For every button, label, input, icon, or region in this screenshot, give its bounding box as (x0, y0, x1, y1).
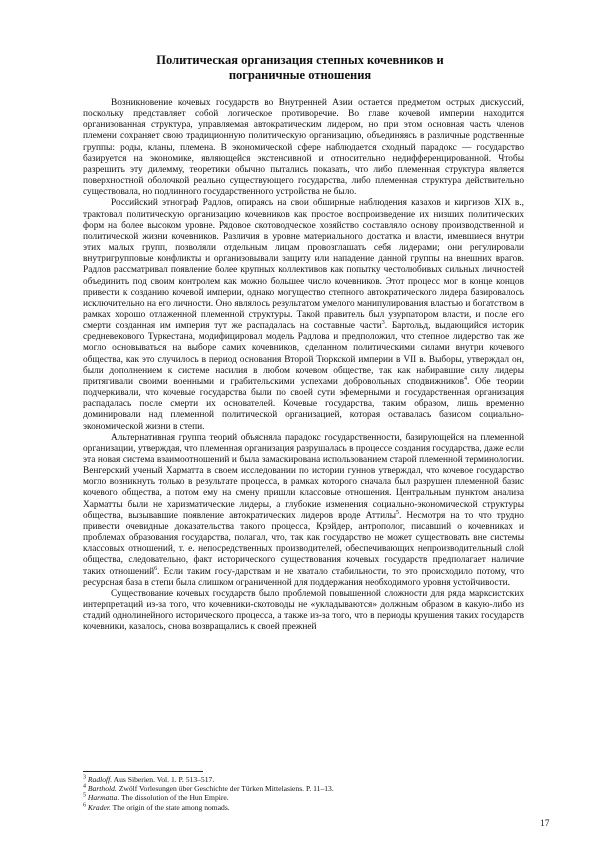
footnote-ref-4[interactable]: 4 (464, 375, 468, 382)
page-title (120, 53, 480, 83)
paragraph-2: Российский этнограф Радлов, опираясь на свои обширные наблюдения казахов и киргизов XIX в., трактовал политическую организацию кочевников как простое воспроизведение их низших политических форм на более высоком уровне. Рядовое скотоводческое хозяйство составляло основу производственной и политической жизни кочевников. Различия в уровне материального достатка и власти, имевшиеся внутри этих малых групп, позволяли отдельным лицам провозглашать себя лидерами; они регулировали внутригрупповые конфликты и организовывали защиту или нападение данной группы на внешних врагов. Радлов рассматривал появление более крупных коллективов как попытку честолюбивых сильных личностей объединить под своим контролем как можно большее число кочевников. Этот процесс мог в конце концов привести к созданию кочевой империи, однако могущество степного автократического лидера базировалось исключительно на его личности. Оно являлось результатом умелого манипулирования властью и богатством в рамках хорошо отлаженной племенной структуры. Такой правитель был узурпатором власти, и после его смерти созданная им империя тут же распадалась на составные части$^3$. Бартольд, выдающийся историк средневекового Туркестана, модифицировал модель Радлова и предположил, что степное лидерство так же могло основываться на выборе самих кочевников, сделанном политическими силами внутри кочевого общества, как это случилось в период основания Второй Тюркской империи в VII в. Выборы, утверждал он, были дополнением к системе насилия в любом кочевом обществе, так как набиравшие силу лидеры притягивали своими военными и грабительскими успехами добровольных сподвижников$^4$. Обе теории подчеркивали, что кочевые государства были по своей сути эфемерными и государственная организация распадалась после смерти их основателей. Кочевые государства, таким образом, лишь временно доминировали над племенной политической организацией, которая оставалась базисом социально-экономической жизни в степи. (83, 198, 524, 432)
title-line-2: пограничные отношения (228, 68, 372, 82)
footnote-6: $^6$ Krader. The origin of the state among nomads. (83, 802, 230, 812)
paragraph-1: Возникновение кочевых государств во Внутренней Азии остается предметом острых дискуссий, поскольку представляет собой логическое противоречие. Во главе кочевой империи находится организованная структура, управляемая автократическим лидером, но при этом основная часть членов племени сохраняет свою традиционную политическую организацию, объединяясь в различные родственные группы: роды, кланы, племена. В экономической сфере наблюдается сходный парадокс — государство базируется на экономике, являющейся экстенсивной и относительно недифференцированной. Чтобы разрешить эту дилемму, теоретики обычно пытались показать, что либо племенная структура является поверхностной оболочкой реально существующего государства, либо племенная структура действительно существовала, но подлинного государственного устройства не было. (83, 98, 524, 198)
footnote-ref-3[interactable]: 3 (381, 320, 385, 327)
footnotes (83, 775, 524, 812)
paragraph-3: Альтернативная группа теорий объясняла парадокс государственности, базирующейся на племенной организации, утверждая, что племенная организация разрушалась в процессе создания государства, даже если эта новая система взаимоотношений и была замаскирована использованием старой племенной терминологии. Венгерский ученый Харматта в своем исследовании по истории гуннов утверждал, что кочевое государство могло возникнуть только в результате процесса, в рамках которого сначала был разрушен племенной базис кочевого общества, а потом ему на смену пришли классовые отношения. Центральным пунктом анализа Харматты были не харизматические лидеры, а глубокие изменения социально-экономической структуры общества, вызывавшие появление автократических лидеров вроде Аттилы$^5$. Несмотря на то что трудно привести очевидные доказательства такого процесса, Крэйдер, антрополог, писавший о кочевниках и проблемах образования государства, полагал, что, так как государство не может существовать вне системы классовых отношений, т. е. непосредственных производителей, обеспечивающих непроизводительный слой общества, следовательно, факт исторического существования кочевых государств предполагает наличие таких отношений$^6$. Если таким госу-дарствам и не хватало стабильности, то это происходило потому, что ресурсная база в степи была слишком ограниченной для поддержания необходимого уровня устойчивости. (83, 432, 524, 588)
page-number: 17 (540, 819, 550, 829)
paragraph-4: Существование кочевых государств было проблемой повышенной сложности для ряда марксистских интерпретаций из-за того, что кочевники-скотоводы не «укладываются» должным образом в какую-либо из стадий однолинейного исторического процесса, а также из-за того, что в периоды крушения таких государств кочевники, казалось, снова возвращались к своей прежней (83, 588, 524, 633)
footnote-3: $^3$ Radloff. Aus Siberien. Vol. 1. P. 513–517. (83, 774, 215, 784)
title-line-1: Политическая организация степных кочевников и (156, 53, 444, 67)
footnote-5: $^5$ Harmatta. The dissolution of the Hun Empire. (83, 792, 229, 803)
body-text (83, 98, 524, 634)
footnote-divider (83, 771, 203, 772)
footnote-ref-6[interactable]: 6 (154, 565, 158, 572)
footnote-4: $^4$ Barthold. Zwölf Vorlesungen über Geschichte der Türken Mittelasiens. P. 11–13. (83, 783, 334, 794)
footnote-ref-5[interactable]: 5 (396, 509, 400, 516)
